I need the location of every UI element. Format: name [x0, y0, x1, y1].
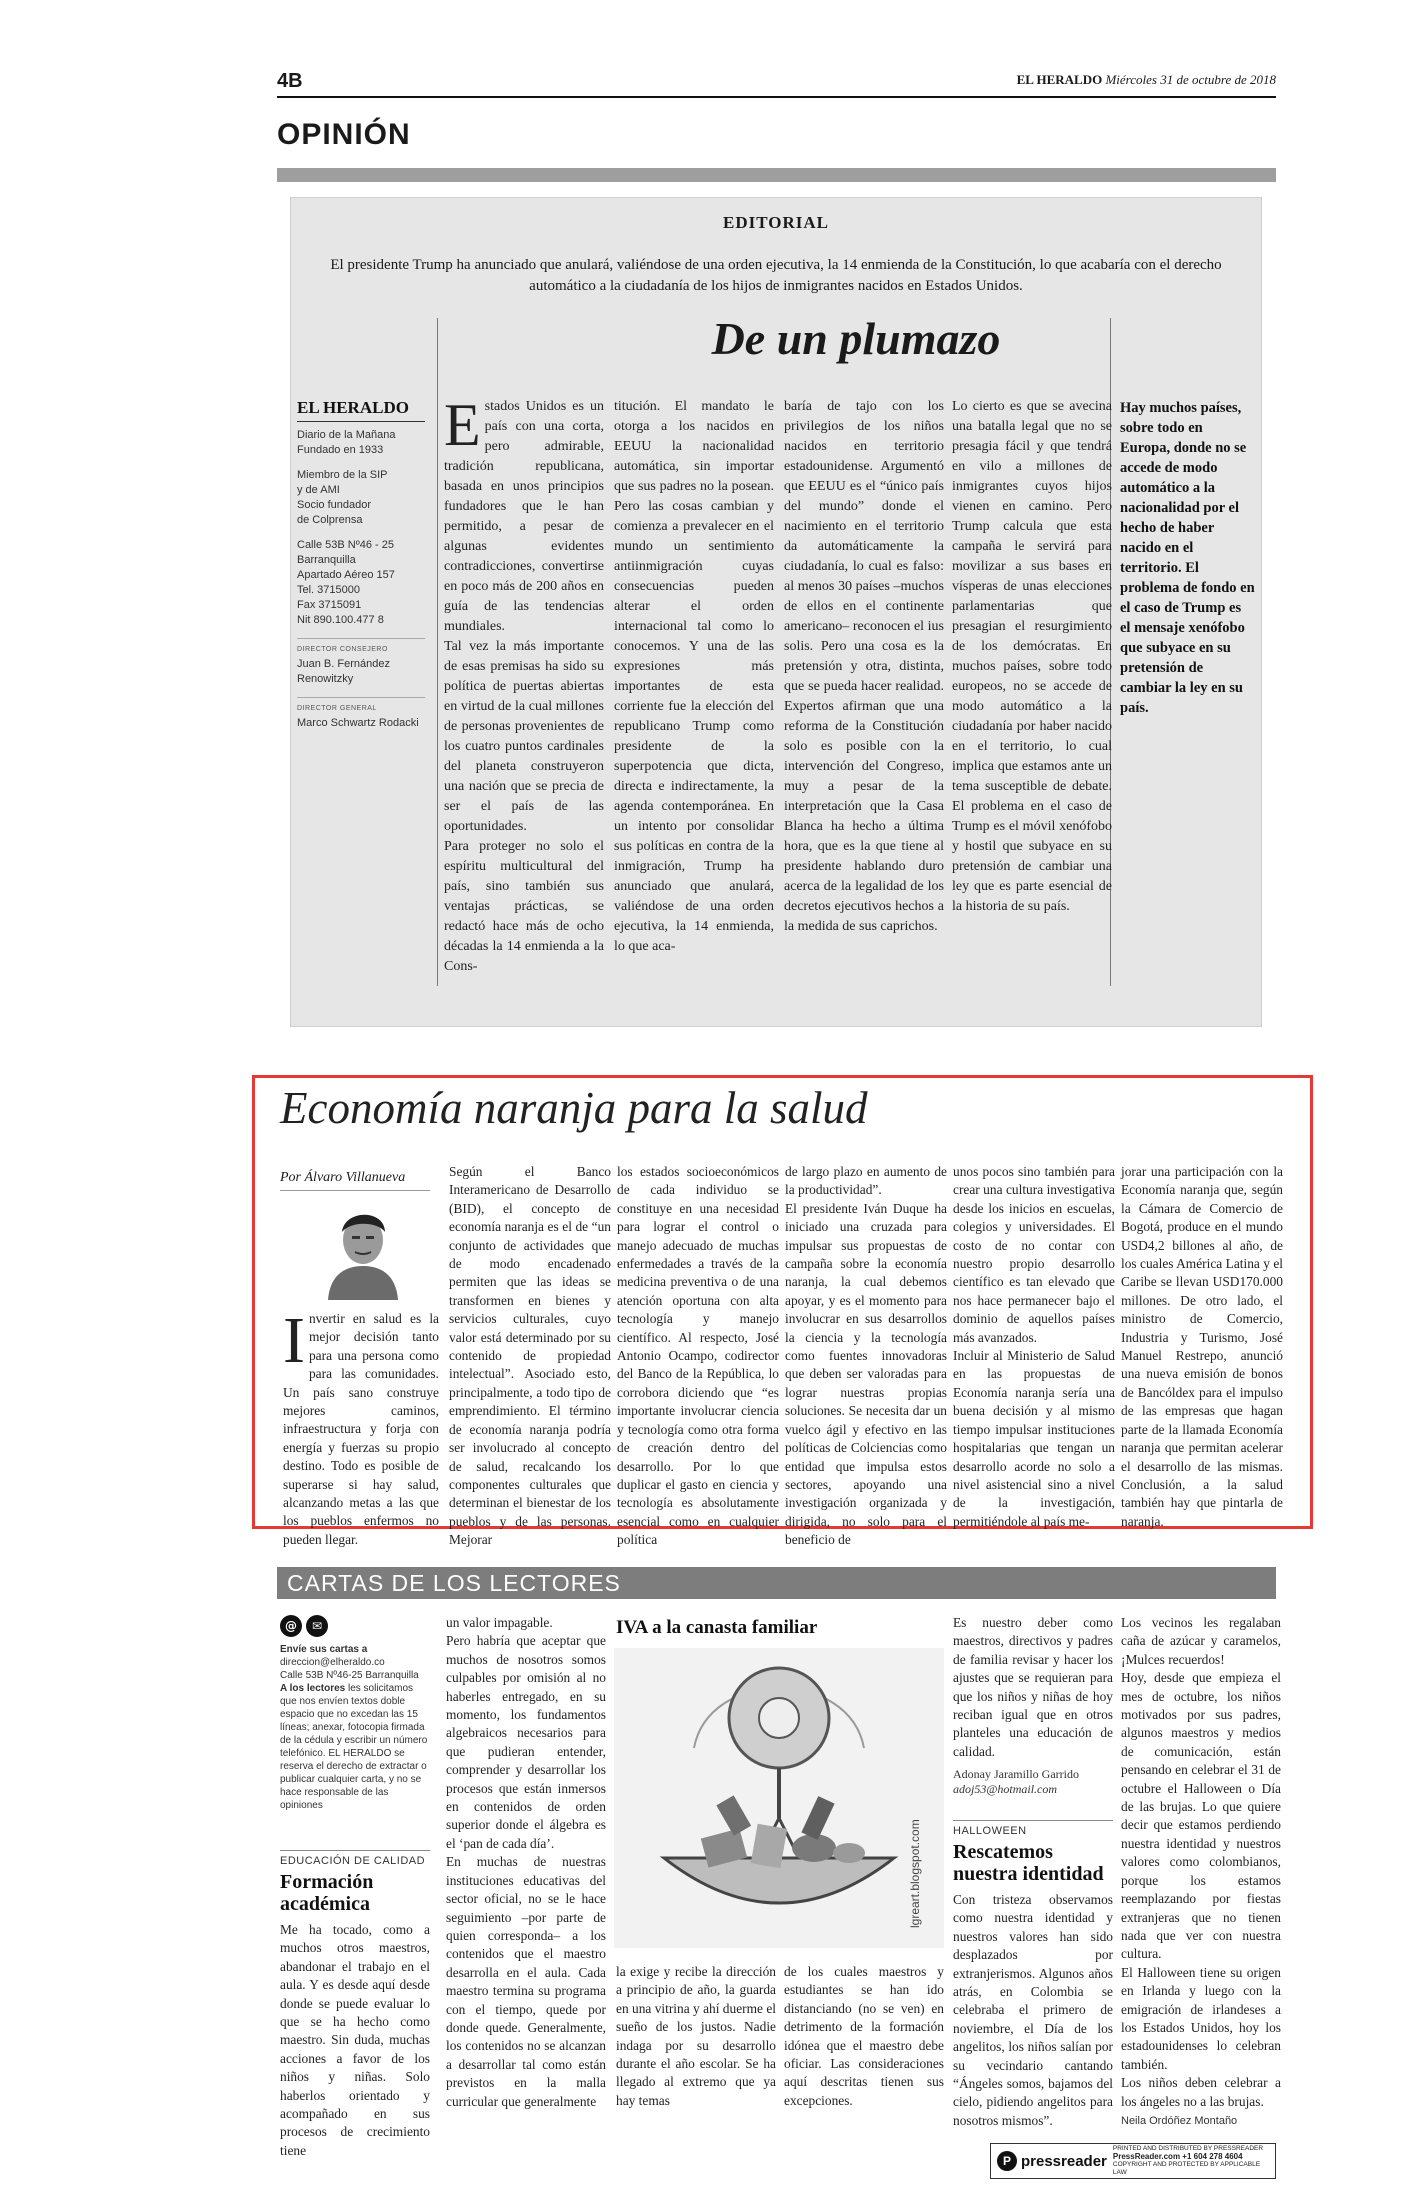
director-name: Marco Schwartz Rodacki: [297, 717, 419, 729]
editorial-column-1: [444, 392, 604, 977]
letter-kicker: EDUCACIÓN DE CALIDAD: [280, 1850, 430, 1867]
article-text: nvertir en salud es la mejor decisión tanto para una persona como para las comunidades. Un país sano construye mejores caminos, infraestructura y forja con energía y fuerzas su propio destino. Todo es posible de superarse si hay salud, alcanzando metas a las que los pueblos enfermos no pueden llegar.: [283, 1311, 439, 1547]
column-rule: [437, 318, 438, 986]
editorial-column-3: baría de tajo con los privilegios de los niños nacidos en territorio estadounidense. Argumentó que EEUU es el “único país del mundo” donde el nacimiento en el territorio da automáticamente la ciudadanía, lo cual es falso: al menos 30 países –muchos de ellos en el continente americano– reconocen el ius solis. Pero una cosa es la pretensión y otra, distinta, que se pueda hacer realidad. Expertos afirman que una reforma de la Constitución solo es posible con la intervención del Congreso, muy a pesar de la interpretación que la Casa Blanca ha hecho a última hora, que es la que tiene al presidente hablando duro acerca de la legalidad de los decretos ejecutivos hechos a la medida de sus caprichos.: [784, 399, 944, 934]
section-title: OPINIÓN: [277, 118, 411, 151]
masthead-address: Tel. 3715000: [297, 584, 360, 596]
paper-name: EL HERALDO: [1016, 72, 1103, 87]
letter-1-continued-3: de los cuales maestros y estudiantes se han ido distanciando (no se ven) en detrimento de la formación idónea que el maestro debe oficiar. Las consideraciones aquí descritas tienen sus excepciones.: [784, 1964, 944, 2108]
editorial-masthead: [297, 398, 425, 731]
editorial-lead: El presidente Trump ha anunciado que anulará, valiéndose de una orden ejecutiva, la 14 enmienda de la Constitución, lo que acabaría con el derecho automático a la ciudadanía de los hijos de inmigrantes nacidos en Estados Unidos.: [330, 257, 1222, 294]
letter-body: Los vecinos les regalaban caña de azúcar y caramelos, ¡Mulces recuerdos! Hoy, desde que empieza el mes de octubre, los niños motivados por sus padres, algunos maestros y medios de comunicación, están pensando en celebrar el 31 de octubre el Halloween o Día de las brujas. Lo que quiere decir que estamos perdiendo nuestra identidad y nuestros valores como colombianos, porque los estamos reemplazando por fiestas extranjeras que no tienen nada que ver con nuestra cultura. El Halloween tiene su origen en Irlanda y luego con la emigración de irlandeses a los Estados Unidos, hoy los estadounidenses lo celebran también. Los niños deben celebrar a los ángeles no a las brujas.: [1121, 1615, 1281, 2109]
director-name: Juan B. Fernández Renowitzky: [297, 658, 390, 685]
letter-body: Con tristeza observamos como nuestra identidad y nuestros valores han sido desplazados por extranjerismos. Algunos años atrás, en Colombia se celebraba el primero de noviembre, el Día de los angelitos, los niños salían por su vecindario cantando “Ángeles somos, bajamos del cielo, pidiendo angelitos para nosotros mismos”.: [953, 1892, 1113, 2128]
article-column-6: jorar una participación con la Economía naranja que, según la Cámara de Comercio de Bogotá, produce en el mundo USD4,2 billones al año, de los cuales América Latina y el Caribe se llevan USD170.000 millones. De otro lado, el ministro de Comercio, Industria y Turismo, José Manuel Restrepo, anunció una nueva emisión de bonos de Bancóldex para el impulso de las empresas que hagan parte de la llamada Economía naranja que permitan acelerar el desarrollo de las mismas. Conclusión, a la salud también hay que pintarla de naranja.: [1121, 1164, 1283, 1529]
article-column-1: [283, 1304, 439, 1549]
pressreader-notice: [1113, 2145, 1269, 2177]
article-column-4: de largo plazo en aumento de la productividad”. El presidente Iván Duque ha iniciado una cruzada para impulsar sus propuestas de campaña sobre la economía naranja, la cual debemos apoyar, y es el momento para involucrar en sus desarrollos la ciencia y la tecnología como fuentes innovadoras que deben ser valoradas para lograr nuestras propias soluciones. Se necesita dar un vuelco ágil y efectivo en las políticas de Colciencias como entidad que impulsa estos sectores, apoyando una investigación organizada y dirigida, no solo para el beneficio de: [785, 1164, 947, 1548]
letter-1-continued-2: la exige y recibe la dirección a principio de año, la guarda en una vitrina y ahí duerme el sueño de los justos. Nadie indaga por su desarrollo durante el año escolar. Se ha llegado al extremo que ya hay temas: [616, 1964, 776, 2108]
at-sign-icon: @: [280, 1615, 302, 1637]
letters-contact-box: [280, 1615, 428, 1812]
article-column-5: unos pocos sino también para crear una cultura investigativa desde los inicios en escuelas, colegios y universidades. El costo de no contar con nuestro propio desarrollo científico es tan elevado que nos hace permanecer bajo el dominio de aquellos países más avanzados. Incluir al Ministerio de Salud en las propuestas de Economía naranja sería una buena decisión y al mismo tiempo impulsar instituciones hospitalarias que tengan un desarrollo acorde no solo a nivel asistencial sino a nivel de la investigación, permitiéndole al país me-: [953, 1164, 1115, 1529]
article-byline: Por Álvaro Villanueva: [280, 1170, 430, 1191]
contact-email: direccion@elheraldo.co: [280, 1657, 385, 1668]
readers-note: les solicitamos que nos envíen textos doble espacio que no excedan las 15 líneas; anexar, fotocopia firmada de la cédula y escribir un número telefónico. EL HERALDO se reserva el derecho de extractar o publicar cualquier carta, y no se hace responsable de las opiniones: [280, 1683, 428, 1811]
letter-2: [953, 1820, 1113, 2130]
editorial-title: De un plumazo: [711, 313, 1001, 364]
editorial-column-4: Lo cierto es que se avecina una batalla legal que no se presagia fácil y que tendrá en vilo a millones de inmigrantes cuyos hijos vienen en camino. Pero Trump calcula que esta campaña le servirá para movilizar a sus bases en vísperas de unas elecciones parlamentarias que presagian el resurgimiento de los demócratas. En muchos países, sobre todo europeos, no se accede de modo automático a la ciudadanía por haber nacido en el territorio, lo cual implica que estamos ante un tema susceptible de debate. El problema en el caso de Trump es el móvil xenófobo y hostil que subyace en su pretensión de cambiar una ley que es parte esencial de la historia de su país.: [952, 399, 1112, 914]
notice-line: PRINTED AND DISTRIBUTED BY PRESSREADER: [1112, 2145, 1264, 2152]
letter-body: Es nuestro deber como maestros, directivos y padres de familia revisar y hacer los ajustes que se requieran para que los niños y niñas de hoy reciban igual que en otros planteles una educación de calidad.: [953, 1615, 1113, 1759]
masthead-name: EL HERALDO: [297, 398, 425, 422]
letter-kicker: HALLOWEEN: [953, 1820, 1113, 1837]
article-headline: Economía naranja para la salud: [280, 1083, 868, 1133]
pressreader-badge[interactable]: [990, 2143, 1276, 2179]
masthead-line: Fundado en 1933: [297, 444, 384, 456]
header-rule: [277, 96, 1276, 98]
cartoon-credit: lgreart.blogspot.com: [908, 1819, 922, 1928]
masthead-address: Barranquilla: [297, 554, 356, 566]
letter-body: Me ha tocado, como a muchos otros maestros, abandonar el trabajo en el aula. Y es desde aquí desde donde se puede evaluar lo que se ha hecho como maestro. Sin duda, muchas acciones a favor de los niños y niñas. Solo haberlos orientado y acompañado en sus procesos de crecimiento tiene: [280, 1922, 430, 2158]
letters-section-title: CARTAS DE LOS LECTORES: [287, 1570, 621, 1596]
letter-title: Rescatemos nuestra identidad: [953, 1841, 1104, 1885]
editorial-cartoon: [614, 1648, 944, 1948]
page-number: 4B: [277, 70, 303, 92]
contact-heading: Envíe sus cartas a: [280, 1644, 368, 1655]
letter-email: adoj53@hotmail.com: [953, 1782, 1058, 1797]
letter-signer: Neila Ordóñez Montaño: [1121, 2114, 1238, 2127]
article-column-3: los estados socioeconómicos de cada individuo se constituye en una necesidad para lograr el control o manejo adecuado de muchas enfermedades a través de la medicina preventiva o de una atención oportuna con alta tecnología y manejo científico. Al respecto, José Antonio Ocampo, codirector del Banco de la República, lo corrobora diciendo que “es importante involucrar ciencia y tecnología como otra forma de creación dentro del desarrollo. Por lo que duplicar el gasto en ciencia y tecnología es absolutamente esencial como en cualquier política: [617, 1164, 779, 1548]
masthead-address: Calle 53B Nº46 - 25: [297, 539, 394, 551]
letter-signer: Adonay Jaramillo Garrido: [953, 1767, 1079, 1782]
masthead-line: Diario de la Mañana: [297, 429, 396, 441]
envelope-icon: ✉: [306, 1615, 328, 1637]
readers-label: A los lectores: [280, 1683, 346, 1694]
editorial-column-2: titución. El mandato le otorga a los nacidos en EEUU la nacionalidad automática, sin importar que sus padres no la posean. Pero las cosas cambian y comienza a prevalecer en el mundo un sentimiento antiinmigración cuyas consecuencias pueden alterar el orden internacional tal como lo conocemos. Y una de las expresiones más importantes de esta corriente fue la elección del republicano Trump como presidente de la superpotencia que dicta, directa e indirectamente, la agenda contemporánea. En un intento por consolidar sus políticas en contra de la inmigración, Trump ha anunciado que anulará, valiéndose de una orden ejecutiva, la 14 enmienda, lo que aca-: [614, 399, 774, 954]
pressreader-icon: P: [997, 2151, 1017, 2171]
masthead-dateline: [1017, 72, 1276, 88]
editorial-headline: [290, 312, 1262, 365]
issue-date: Miércoles 31 de octubre de 2018: [1105, 72, 1276, 87]
author-portrait: [308, 1196, 418, 1300]
masthead-address: Nit 890.100.477 8: [297, 614, 384, 626]
letter-1: [280, 1850, 430, 2160]
letter-2-continued: [1121, 1614, 1281, 2127]
contact-address: Calle 53B Nº46-25 Barranquilla: [280, 1670, 419, 1681]
drop-cap: E: [444, 392, 481, 458]
pressreader-logo: [997, 2151, 1107, 2171]
drop-cap: I: [283, 1304, 305, 1377]
director-label: DIRECTOR GENERAL: [297, 697, 425, 716]
cartoon-title: IVA a la canasta familiar: [616, 1617, 818, 1638]
letter-title: Formación académica: [280, 1871, 374, 1915]
masthead-line: de Colprensa: [297, 514, 363, 526]
letter-1-closing: [953, 1614, 1113, 1797]
editorial-pullquote: Hay muchos países, sobre todo en Europa, donde no se accede de modo automático a la nacionalidad por el hecho de haber nacido en el territorio. El problema de fondo en el caso de Trump es el mensaje xenófobo que subyace en su pretensión de cambiar la ley en su país.: [1120, 400, 1255, 716]
letter-1-continued: un valor impagable. Pero habría que aceptar que muchos de nosotros somos culpables por omisión al no haberles entregado, en su momento, los fundamentos algebraicos necesarios para que pudieran entender, comprender y desarrollar los procesos que están inmersos en contenidos de orden superior donde el álgebra es el ‘pan de cada día’. En muchas de nuestras instituciones educativas del sector oficial, no se le hace seguimiento –por parte de quien corresponda– a los contenidos que el maestro desarrolla en el aula. Cada maestro termina su programa con el tiempo, quede por donde quede. Generalmente, los contenidos no se alcanzan a desarrollar tal como están previstos en la malla curricular que generalmente: [446, 1615, 606, 2109]
notice-line: COPYRIGHT AND PROTECTED BY APPLICABLE LAW: [1112, 2161, 1261, 2176]
article-column-2: Según el Banco Interamericano de Desarrollo (BID), el concepto de economía naranja es el de “un conjunto de actividades que de modo encadenado permiten que las ideas se transformen en bienes y servicios culturales, cuyo valor está determinado por su contenido de propiedad intelectual”. Asociado esto, principalmente, a todo tipo de emprendimiento. El término de economía naranja podría ser involucrado al concepto de salud, recalcando los componentes culturales que determinan el bienestar de los pueblos y de las personas. Mejorar: [449, 1164, 611, 1548]
notice-line: PressReader.com +1 604 278 4604: [1112, 2152, 1243, 2161]
director-label: DIRECTOR CONSEJERO: [297, 638, 425, 657]
editorial-kicker: EDITORIAL: [723, 213, 829, 232]
masthead-address: Apartado Aéreo 157: [297, 569, 395, 581]
masthead-line: y de AMI: [297, 484, 340, 496]
masthead-address: Fax 3715091: [297, 599, 362, 611]
editorial-text: stados Unidos es un país con una corta, pero admirable, tradición republicana, basada en unos principios fundadores que le han permitido, a pesar de algunas evidentes contradicciones, convertirse en poco más de 200 años en guía de las tendencias mundiales. Tal vez la más importante de esas premisas ha sido su política de puertas abiertas en virtud de la cual millones de personas provenientes de los cuatro puntos cardinales del planeta construyeron una nación que se precia de ser el país de las oportunidades. Para proteger no solo el espíritu multicultural del país, sino también sus ventajas prácticas, se redactó hace más de ocho décadas la 14 enmienda a la Cons-: [444, 399, 604, 974]
pressreader-brand: pressreader: [1021, 2152, 1107, 2170]
section-bar: [277, 168, 1276, 182]
masthead-line: Miembro de la SIP: [297, 469, 388, 481]
masthead-line: Socio fundador: [297, 499, 371, 511]
